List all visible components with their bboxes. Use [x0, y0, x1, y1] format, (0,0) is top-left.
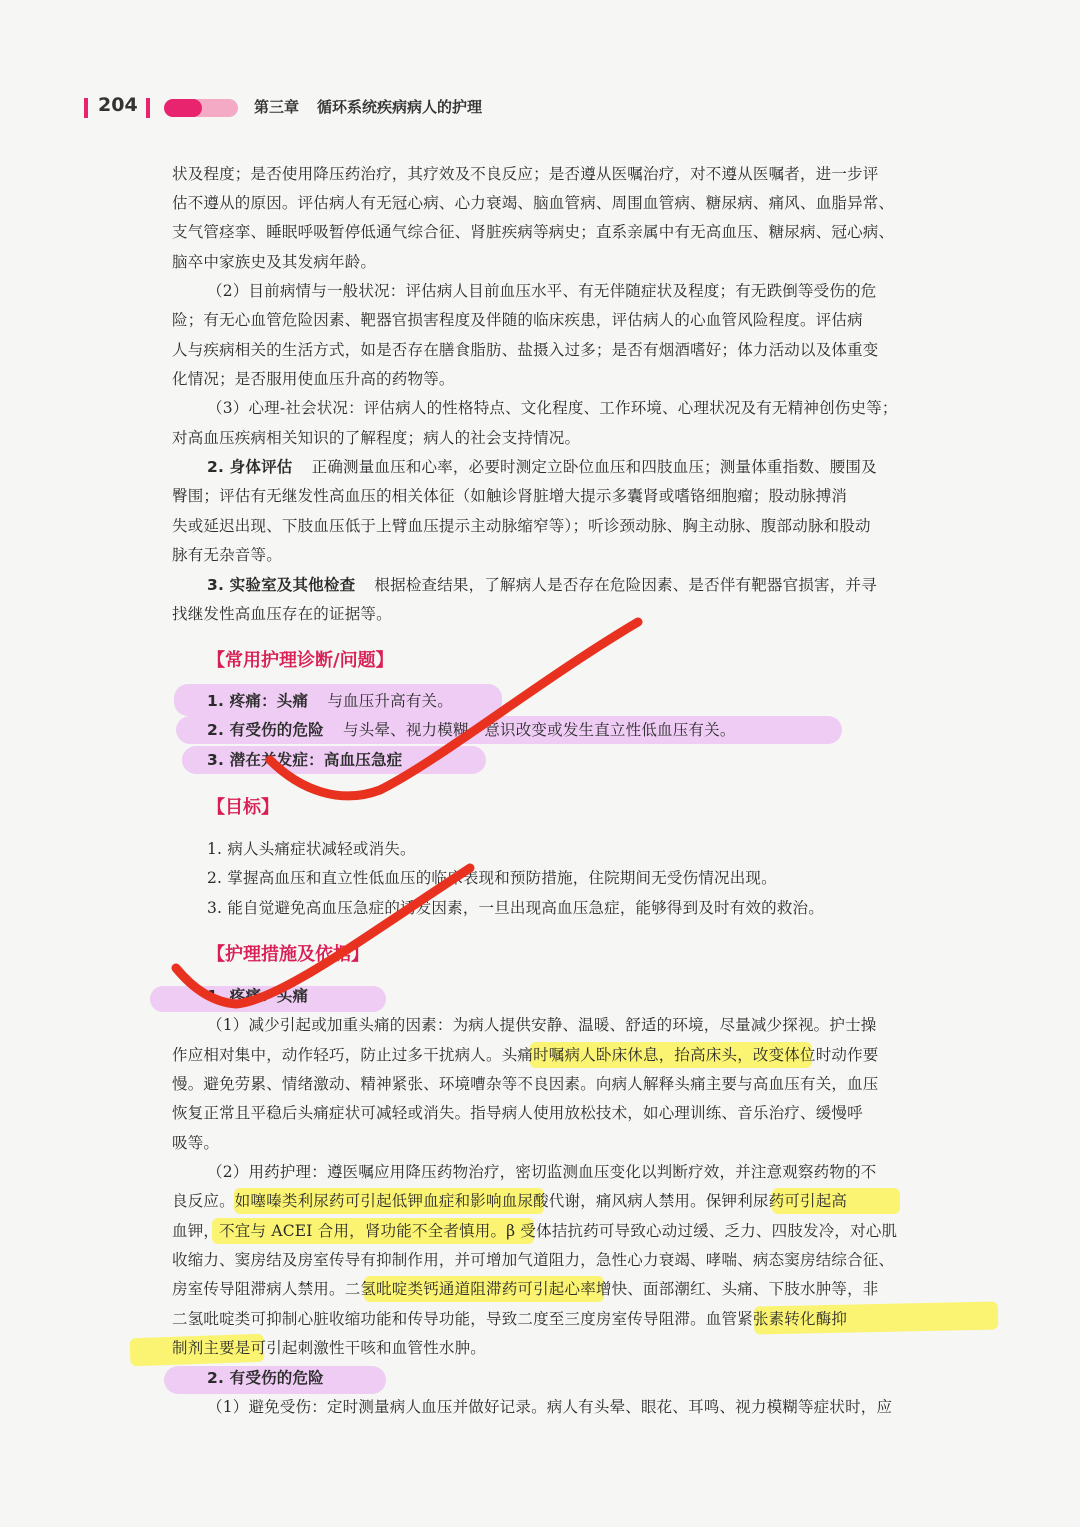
text-line: 血钾，不宜与 ACEI 合用，肾功能不全者慎用。β 受体拮抗药可导致心动过缓、乏力、四肢发冷，对心肌	[172, 1222, 898, 1240]
text-line: 支气管痉挛、睡眠呼吸暂停低通气综合征、肾脏疾病等病史；直系亲属中有无高血压、糖尿病、冠心病、	[172, 223, 895, 241]
page-number: 204	[98, 94, 138, 116]
diagnosis-item: 2. 有受伤的危险 与头晕、视力模糊、意识改变或发生直立性低血压有关。	[207, 721, 736, 739]
text-line: 失或延迟出现、下肢血压低于上臂血压提示主动脉缩窄等）；听诊颈动脉、胸主动脉、腹部动脉和股动	[172, 517, 871, 535]
text-line: （2）用药护理：遵医嘱应用降压药物治疗，密切监测血压变化以判断疗效，并注意观察药物的不	[207, 1163, 877, 1181]
text-line: 人与疾病相关的生活方式，如是否存在膳食脂肪、盐摄入过多；是否有烟酒嗜好；体力活动以及体重变	[172, 341, 879, 359]
text-line: （3）心理-社会状况：评估病人的性格特点、文化程度、工作环境、心理状况及有无精神创伤史等；	[207, 399, 898, 417]
section-heading-measures: 【护理措施及依据】	[207, 944, 369, 965]
subsection-heading: 2. 身体评估	[207, 458, 293, 476]
subsection-heading: 3. 实验室及其他检查	[207, 576, 356, 594]
text-line: 二氢吡啶类可抑制心脏收缩功能和传导功能，导致二度至三度房室传导阻滞。血管紧张素转化酶抑	[172, 1310, 848, 1328]
text-line: 状及程度；是否使用降压药治疗，其疗效及不良反应；是否遵从医嘱治疗，对不遵从医嘱者，进一步评	[172, 165, 879, 183]
goal-item: 2. 掌握高血压和直立性低血压的临床表现和预防措施，住院期间无受伤情况出现。	[207, 869, 777, 887]
text-line: （1）避免受伤：定时测量病人血压并做好记录。病人有头晕、眼花、耳鸣、视力模糊等症状时，应	[207, 1398, 893, 1416]
subsection-heading: 1. 疼痛：头痛	[207, 987, 309, 1005]
text-line: 估不遵从的原因。评估病人有无冠心病、心力衰竭、脑血管病、周围血管病、糖尿病、痛风、血脂异常、	[172, 194, 895, 212]
text-line: 3. 实验室及其他检查 根据检查结果，了解病人是否存在危险因素、是否伴有靶器官损害，并寻	[207, 576, 877, 594]
text-line: 化情况；是否服用使血压升高的药物等。	[172, 370, 455, 388]
text-line: 2. 身体评估 正确测量血压和心率，必要时测定立卧位血压和四肢血压；测量体重指数、腰围及	[207, 458, 877, 476]
text-line: 臀围；评估有无继发性高血压的相关体征（如触诊肾脏增大提示多囊肾或嗜铬细胞瘤；股动脉搏消	[172, 487, 848, 505]
text-line: 找继发性高血压存在的证据等。	[172, 605, 392, 623]
goal-item: 3. 能自觉避免高血压急症的诱发因素，一旦出现高血压急症，能够得到及时有效的救治。	[207, 899, 824, 917]
text-line: 对高血压疾病相关知识的了解程度；病人的社会支持情况。	[172, 429, 581, 447]
text-line: 房室传导阻滞病人禁用。二氢吡啶类钙通道阻滞药可引起心率增快、面部潮红、头痛、下肢水肿等，非	[172, 1280, 879, 1298]
goal-item: 1. 病人头痛症状减轻或消失。	[207, 840, 416, 858]
section-heading-goals: 【目标】	[207, 797, 279, 818]
text-line: 收缩力、窦房结及房室传导有抑制作用，并可增加气道阻力，急性心力衰竭、哮喘、病态窦房结综合征、	[172, 1251, 895, 1269]
diagnosis-item: 1. 疼痛：头痛 与血压升高有关。	[207, 692, 453, 710]
header-bar-right	[146, 98, 150, 118]
chapter-title: 第三章 循环系统疾病病人的护理	[254, 98, 483, 116]
section-heading-diagnosis: 【常用护理诊断/问题】	[207, 650, 394, 671]
text-line: 制剂主要是可引起刺激性干咳和血管性水肿。	[172, 1339, 487, 1357]
text-line: 险；有无心血管危险因素、靶器官损害程度及伴随的临床疾患，评估病人的心血管风险程度。评估病	[172, 311, 863, 329]
subsection-heading: 2. 有受伤的危险	[207, 1369, 324, 1387]
page-header	[84, 94, 984, 124]
diagnosis-item: 3. 潜在并发症：高血压急症	[207, 751, 403, 769]
text-line: 脉有无杂音等。	[172, 546, 282, 564]
text-line: 作应相对集中，动作轻巧，防止过多干扰病人。头痛时嘱病人卧床休息，抬高床头，改变体位时动作要	[172, 1046, 879, 1064]
header-pill-dark	[164, 99, 202, 117]
text-line: 脑卒中家族史及其发病年龄。	[172, 253, 377, 271]
text-line: 恢复正常且平稳后头痛症状可减轻或消失。指导病人使用放松技术，如心理训练、音乐治疗、缓慢呼	[172, 1104, 863, 1122]
text-line: （1）减少引起或加重头痛的因素：为病人提供安静、温暖、舒适的环境，尽量减少探视。护士操	[207, 1016, 877, 1034]
text-line: 慢。避免劳累、情绪激动、精神紧张、环境嘈杂等不良因素。向病人解释头痛主要与高血压有关，血压	[172, 1075, 879, 1093]
text-line: （2）目前病情与一般状况：评估病人目前血压水平、有无伴随症状及程度；有无跌倒等受伤的危	[207, 282, 877, 300]
header-bar-left	[84, 98, 88, 118]
text-line: 良反应。如噻嗪类利尿药可引起低钾血症和影响血尿酸代谢，痛风病人禁用。保钾利尿药可引起高	[172, 1192, 848, 1210]
text-line: 吸等。	[172, 1134, 220, 1152]
